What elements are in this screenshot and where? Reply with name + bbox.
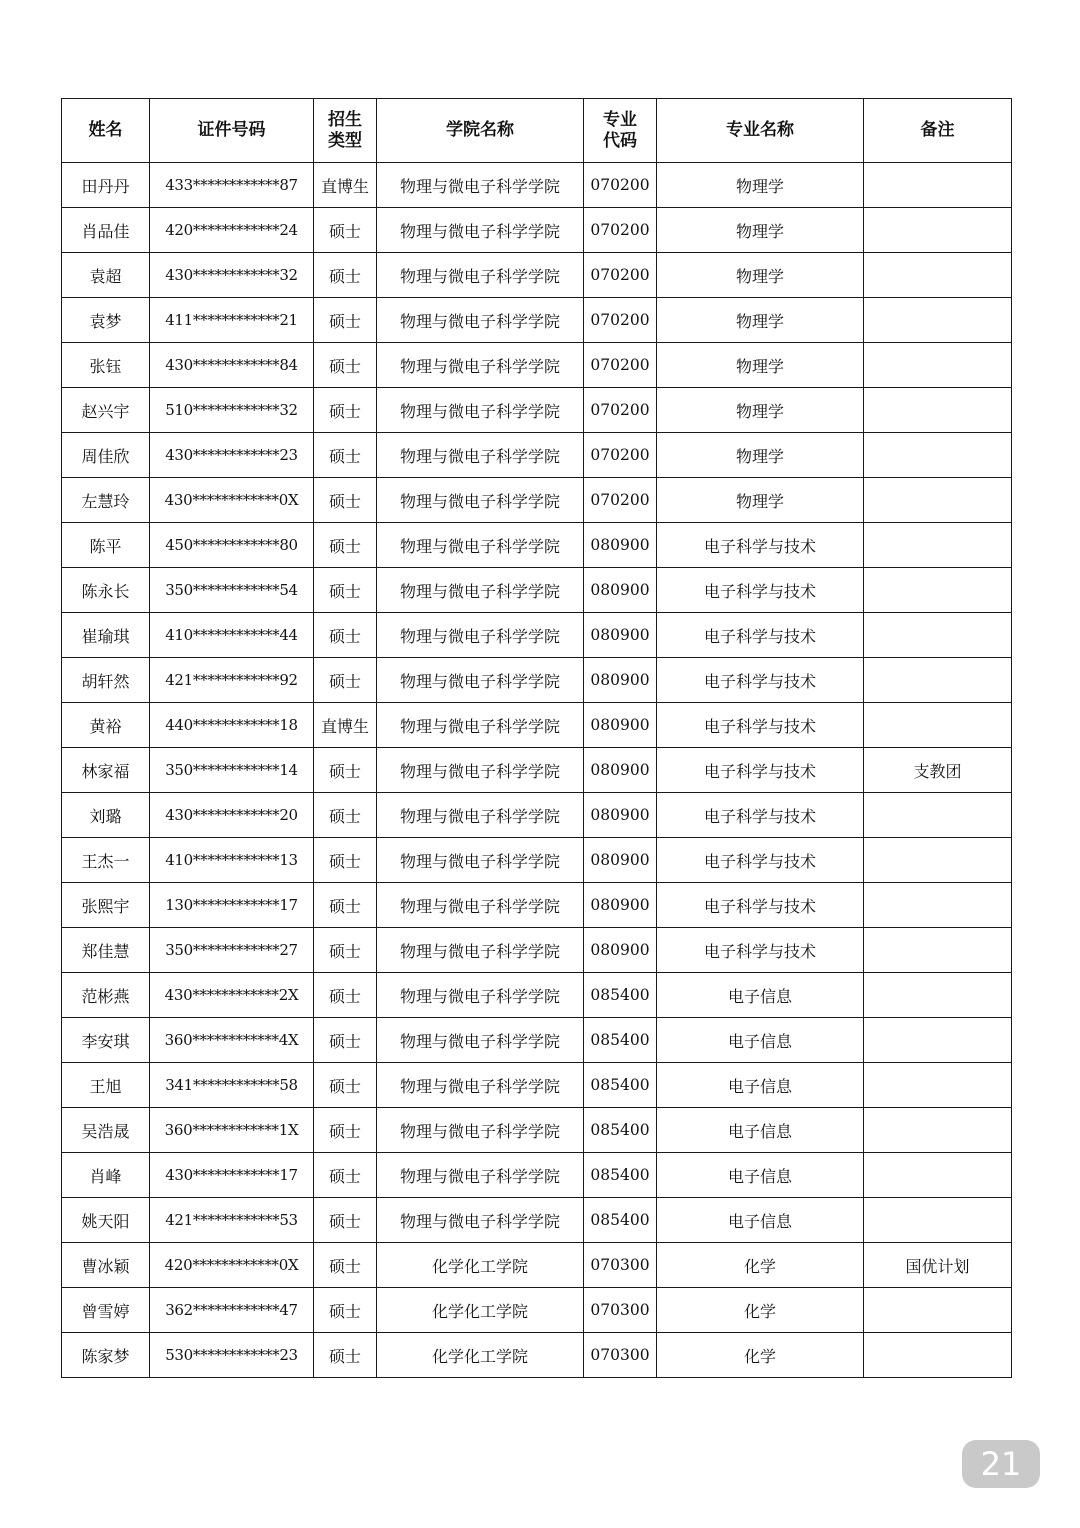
- table-row: [62, 1333, 1012, 1378]
- major-code-cell: 085400: [584, 1153, 657, 1198]
- table-body: [62, 163, 1012, 1378]
- college-cell: 物理与微电子科学学院: [377, 1153, 584, 1198]
- name-cell: 曹冰颖: [62, 1243, 150, 1288]
- enrollment-type-cell: 硕士: [314, 793, 377, 838]
- table-row: [62, 883, 1012, 928]
- table-row: [62, 568, 1012, 613]
- note-cell: [864, 973, 1012, 1018]
- note-cell: [864, 388, 1012, 433]
- major-code-cell: 070300: [584, 1243, 657, 1288]
- note-cell: [864, 163, 1012, 208]
- major-code-cell: 085400: [584, 1063, 657, 1108]
- table-row: [62, 163, 1012, 208]
- major-cell: 化学: [657, 1288, 864, 1333]
- enrollment-type-cell: 直博生: [314, 703, 377, 748]
- name-cell: 陈家梦: [62, 1333, 150, 1378]
- major-cell: 电子科学与技术: [657, 523, 864, 568]
- enrollment-type-cell: 硕士: [314, 208, 377, 253]
- name-cell: 刘璐: [62, 793, 150, 838]
- note-cell: [864, 793, 1012, 838]
- table-row: [62, 613, 1012, 658]
- note-cell: [864, 1108, 1012, 1153]
- id-number-cell: 450************80: [150, 523, 314, 568]
- major-code-cell: 070300: [584, 1288, 657, 1333]
- table-row: [62, 1153, 1012, 1198]
- id-number-cell: 130************17: [150, 883, 314, 928]
- name-cell: 肖品佳: [62, 208, 150, 253]
- table-row: [62, 1108, 1012, 1153]
- major-code-cell: 070200: [584, 433, 657, 478]
- note-cell: [864, 838, 1012, 883]
- name-cell: 胡轩然: [62, 658, 150, 703]
- header-college: 学院名称: [377, 99, 584, 163]
- enrollment-type-cell: 硕士: [314, 1333, 377, 1378]
- table-row: [62, 838, 1012, 883]
- table-row: [62, 973, 1012, 1018]
- note-cell: [864, 568, 1012, 613]
- id-number-cell: 430************0X: [150, 478, 314, 523]
- major-cell: 电子科学与技术: [657, 883, 864, 928]
- header-code-line1: 专业: [603, 109, 637, 130]
- name-cell: 吴浩晟: [62, 1108, 150, 1153]
- college-cell: 化学化工学院: [377, 1243, 584, 1288]
- name-cell: 袁超: [62, 253, 150, 298]
- id-number-cell: 420************0X: [150, 1243, 314, 1288]
- major-cell: 电子信息: [657, 1063, 864, 1108]
- major-code-cell: 080900: [584, 523, 657, 568]
- enrollment-type-cell: 硕士: [314, 1108, 377, 1153]
- name-cell: 陈永长: [62, 568, 150, 613]
- header-major: 专业名称: [657, 99, 864, 163]
- name-cell: 张钰: [62, 343, 150, 388]
- major-code-cell: 070200: [584, 388, 657, 433]
- major-code-cell: 085400: [584, 1108, 657, 1153]
- id-number-cell: 433************87: [150, 163, 314, 208]
- enrollment-type-cell: 硕士: [314, 523, 377, 568]
- note-cell: [864, 1018, 1012, 1063]
- major-cell: 电子科学与技术: [657, 613, 864, 658]
- name-cell: 肖峰: [62, 1153, 150, 1198]
- major-code-cell: 080900: [584, 838, 657, 883]
- note-cell: 支教团: [864, 748, 1012, 793]
- name-cell: 范彬燕: [62, 973, 150, 1018]
- name-cell: 周佳欣: [62, 433, 150, 478]
- table-row: [62, 478, 1012, 523]
- college-cell: 物理与微电子科学学院: [377, 658, 584, 703]
- major-cell: 物理学: [657, 388, 864, 433]
- enrollment-type-cell: 硕士: [314, 1153, 377, 1198]
- id-number-cell: 440************18: [150, 703, 314, 748]
- note-cell: [864, 433, 1012, 478]
- major-cell: 电子科学与技术: [657, 793, 864, 838]
- major-code-cell: 080900: [584, 658, 657, 703]
- major-cell: 电子科学与技术: [657, 928, 864, 973]
- enrollment-type-cell: 硕士: [314, 613, 377, 658]
- major-cell: 电子科学与技术: [657, 838, 864, 883]
- table-row: [62, 433, 1012, 478]
- table-row: [62, 703, 1012, 748]
- table-row: [62, 253, 1012, 298]
- name-cell: 李安琪: [62, 1018, 150, 1063]
- name-cell: 左慧玲: [62, 478, 150, 523]
- id-number-cell: 421************53: [150, 1198, 314, 1243]
- college-cell: 物理与微电子科学学院: [377, 478, 584, 523]
- college-cell: 物理与微电子科学学院: [377, 568, 584, 613]
- major-code-cell: 080900: [584, 748, 657, 793]
- header-type-line1: 招生: [328, 109, 362, 130]
- major-code-cell: 085400: [584, 1198, 657, 1243]
- major-cell: 物理学: [657, 343, 864, 388]
- name-cell: 郑佳慧: [62, 928, 150, 973]
- enrollment-type-cell: 硕士: [314, 343, 377, 388]
- name-cell: 王旭: [62, 1063, 150, 1108]
- major-code-cell: 085400: [584, 1018, 657, 1063]
- table-row: [62, 1288, 1012, 1333]
- major-code-cell: 080900: [584, 703, 657, 748]
- name-cell: 田丹丹: [62, 163, 150, 208]
- table-row: [62, 523, 1012, 568]
- table-header-row: [62, 99, 1012, 163]
- major-cell: 电子信息: [657, 1018, 864, 1063]
- college-cell: 物理与微电子科学学院: [377, 163, 584, 208]
- id-number-cell: 350************14: [150, 748, 314, 793]
- major-code-cell: 070300: [584, 1333, 657, 1378]
- id-number-cell: 530************23: [150, 1333, 314, 1378]
- major-cell: 电子科学与技术: [657, 748, 864, 793]
- header-name: 姓名: [62, 99, 150, 163]
- table-row: [62, 928, 1012, 973]
- major-cell: 电子信息: [657, 973, 864, 1018]
- name-cell: 崔瑜琪: [62, 613, 150, 658]
- note-cell: [864, 658, 1012, 703]
- enrollment-type-cell: 硕士: [314, 253, 377, 298]
- college-cell: 物理与微电子科学学院: [377, 298, 584, 343]
- college-cell: 物理与微电子科学学院: [377, 748, 584, 793]
- college-cell: 物理与微电子科学学院: [377, 928, 584, 973]
- college-cell: 物理与微电子科学学院: [377, 1198, 584, 1243]
- header-type-line2: 类型: [328, 130, 362, 151]
- major-cell: 电子信息: [657, 1198, 864, 1243]
- id-number-cell: 410************44: [150, 613, 314, 658]
- table-row: [62, 658, 1012, 703]
- major-code-cell: 080900: [584, 883, 657, 928]
- id-number-cell: 350************27: [150, 928, 314, 973]
- table-row: [62, 793, 1012, 838]
- id-number-cell: 360************1X: [150, 1108, 314, 1153]
- college-cell: 物理与微电子科学学院: [377, 433, 584, 478]
- major-cell: 物理学: [657, 253, 864, 298]
- note-cell: [864, 1063, 1012, 1108]
- major-code-cell: 070200: [584, 298, 657, 343]
- enrollment-type-cell: 硕士: [314, 1243, 377, 1288]
- major-code-cell: 070200: [584, 208, 657, 253]
- major-cell: 电子信息: [657, 1108, 864, 1153]
- page-number-badge: 21: [962, 1440, 1040, 1488]
- major-cell: 物理学: [657, 298, 864, 343]
- major-cell: 电子科学与技术: [657, 703, 864, 748]
- id-number-cell: 421************92: [150, 658, 314, 703]
- major-cell: 物理学: [657, 163, 864, 208]
- college-cell: 物理与微电子科学学院: [377, 613, 584, 658]
- note-cell: [864, 1288, 1012, 1333]
- id-number-cell: 430************32: [150, 253, 314, 298]
- header-enrollment-type: [314, 99, 377, 163]
- college-cell: 物理与微电子科学学院: [377, 883, 584, 928]
- college-cell: 化学化工学院: [377, 1333, 584, 1378]
- header-id-number: 证件号码: [150, 99, 314, 163]
- id-number-cell: 360************4X: [150, 1018, 314, 1063]
- major-code-cell: 080900: [584, 613, 657, 658]
- note-cell: [864, 883, 1012, 928]
- enrollment-type-cell: 硕士: [314, 298, 377, 343]
- college-cell: 物理与微电子科学学院: [377, 388, 584, 433]
- note-cell: [864, 253, 1012, 298]
- major-code-cell: 080900: [584, 928, 657, 973]
- table-row: [62, 343, 1012, 388]
- major-cell: 电子科学与技术: [657, 658, 864, 703]
- enrollment-type-cell: 硕士: [314, 388, 377, 433]
- header-code-line2: 代码: [603, 130, 637, 151]
- id-number-cell: 430************20: [150, 793, 314, 838]
- major-code-cell: 070200: [584, 478, 657, 523]
- major-code-cell: 080900: [584, 568, 657, 613]
- enrollment-type-cell: 硕士: [314, 433, 377, 478]
- id-number-cell: 430************17: [150, 1153, 314, 1198]
- major-cell: 电子信息: [657, 1153, 864, 1198]
- note-cell: [864, 523, 1012, 568]
- major-cell: 物理学: [657, 433, 864, 478]
- table-row: [62, 748, 1012, 793]
- table-row: [62, 1243, 1012, 1288]
- major-cell: 化学: [657, 1243, 864, 1288]
- college-cell: 化学化工学院: [377, 1288, 584, 1333]
- id-number-cell: 410************13: [150, 838, 314, 883]
- enrollment-type-cell: 硕士: [314, 973, 377, 1018]
- college-cell: 物理与微电子科学学院: [377, 523, 584, 568]
- college-cell: 物理与微电子科学学院: [377, 793, 584, 838]
- major-code-cell: 085400: [584, 973, 657, 1018]
- enrollment-type-cell: 硕士: [314, 928, 377, 973]
- note-cell: [864, 613, 1012, 658]
- enrollment-type-cell: 硕士: [314, 1018, 377, 1063]
- name-cell: 赵兴宇: [62, 388, 150, 433]
- id-number-cell: 510************32: [150, 388, 314, 433]
- college-cell: 物理与微电子科学学院: [377, 1063, 584, 1108]
- id-number-cell: 411************21: [150, 298, 314, 343]
- note-cell: [864, 1153, 1012, 1198]
- enrollment-type-cell: 硕士: [314, 1198, 377, 1243]
- name-cell: 姚天阳: [62, 1198, 150, 1243]
- college-cell: 物理与微电子科学学院: [377, 253, 584, 298]
- enrollment-type-cell: 硕士: [314, 838, 377, 883]
- id-number-cell: 420************24: [150, 208, 314, 253]
- enrollment-type-cell: 硕士: [314, 1288, 377, 1333]
- major-code-cell: 070200: [584, 343, 657, 388]
- note-cell: [864, 1198, 1012, 1243]
- note-cell: [864, 208, 1012, 253]
- note-cell: [864, 703, 1012, 748]
- enrollment-type-cell: 硕士: [314, 658, 377, 703]
- major-code-cell: 070200: [584, 163, 657, 208]
- id-number-cell: 430************23: [150, 433, 314, 478]
- table-row: [62, 298, 1012, 343]
- table-row: [62, 1018, 1012, 1063]
- note-cell: [864, 298, 1012, 343]
- note-cell: [864, 478, 1012, 523]
- note-cell: 国优计划: [864, 1243, 1012, 1288]
- enrollment-type-cell: 直博生: [314, 163, 377, 208]
- college-cell: 物理与微电子科学学院: [377, 703, 584, 748]
- id-number-cell: 350************54: [150, 568, 314, 613]
- enrollment-type-cell: 硕士: [314, 568, 377, 613]
- college-cell: 物理与微电子科学学院: [377, 973, 584, 1018]
- table-row: [62, 208, 1012, 253]
- header-major-code: [584, 99, 657, 163]
- id-number-cell: 430************2X: [150, 973, 314, 1018]
- major-cell: 物理学: [657, 208, 864, 253]
- college-cell: 物理与微电子科学学院: [377, 343, 584, 388]
- college-cell: 物理与微电子科学学院: [377, 1018, 584, 1063]
- admission-table: [61, 98, 1012, 1378]
- name-cell: 陈平: [62, 523, 150, 568]
- note-cell: [864, 343, 1012, 388]
- name-cell: 曾雪婷: [62, 1288, 150, 1333]
- enrollment-type-cell: 硕士: [314, 748, 377, 793]
- name-cell: 王杰一: [62, 838, 150, 883]
- major-cell: 物理学: [657, 478, 864, 523]
- college-cell: 物理与微电子科学学院: [377, 1108, 584, 1153]
- enrollment-type-cell: 硕士: [314, 478, 377, 523]
- major-code-cell: 070200: [584, 253, 657, 298]
- name-cell: 林家福: [62, 748, 150, 793]
- major-cell: 化学: [657, 1333, 864, 1378]
- table-row: [62, 388, 1012, 433]
- major-cell: 电子科学与技术: [657, 568, 864, 613]
- name-cell: 张熙宇: [62, 883, 150, 928]
- id-number-cell: 341************58: [150, 1063, 314, 1108]
- id-number-cell: 430************84: [150, 343, 314, 388]
- note-cell: [864, 1333, 1012, 1378]
- college-cell: 物理与微电子科学学院: [377, 838, 584, 883]
- table-row: [62, 1198, 1012, 1243]
- name-cell: 黄裕: [62, 703, 150, 748]
- enrollment-type-cell: 硕士: [314, 883, 377, 928]
- table-row: [62, 1063, 1012, 1108]
- major-code-cell: 080900: [584, 793, 657, 838]
- header-note: 备注: [864, 99, 1012, 163]
- college-cell: 物理与微电子科学学院: [377, 208, 584, 253]
- enrollment-type-cell: 硕士: [314, 1063, 377, 1108]
- id-number-cell: 362************47: [150, 1288, 314, 1333]
- note-cell: [864, 928, 1012, 973]
- name-cell: 袁梦: [62, 298, 150, 343]
